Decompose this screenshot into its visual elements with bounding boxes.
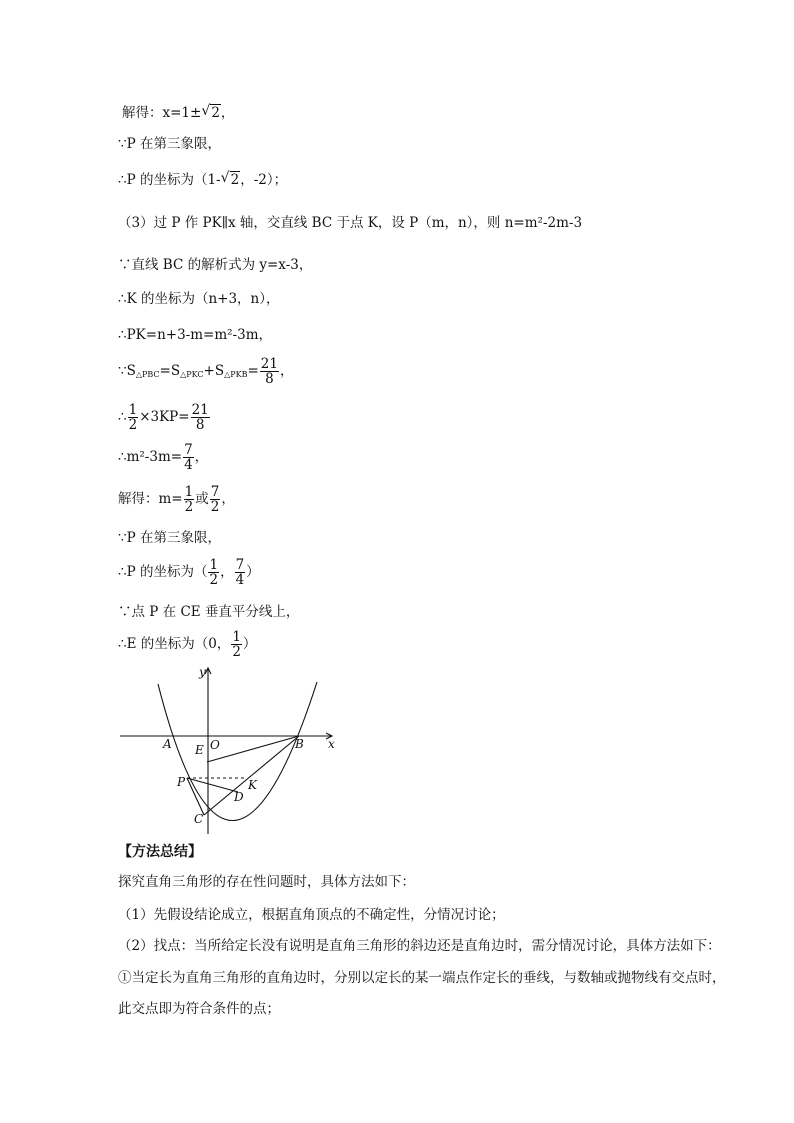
label-d: D — [234, 790, 244, 804]
segment-pd — [187, 778, 238, 792]
label-b: B — [295, 737, 304, 751]
fraction: $\frac{1}{2}$ — [209, 557, 219, 588]
sqrt-symbol: √ 2 — [220, 170, 240, 188]
label-x: x — [328, 737, 335, 751]
m-solution-line: 解得：m= $\frac{1}{2}$ 或 $\frac{7}{2}$ ， — [118, 484, 235, 515]
fraction: $\frac{21}{8}$ — [191, 402, 209, 433]
summary-step-2a-line1: ①当定长为直角三角形的直角边时，分别以定长的某一端点作定长的垂线，与数轴或抛物线有交点时， — [118, 970, 726, 986]
label-k: K — [248, 778, 257, 792]
label-a: A — [163, 737, 172, 751]
k-coordinate-line: ∴K 的坐标为（n+3，n）， — [118, 291, 280, 307]
segment-pc — [187, 778, 204, 815]
summary-step-1: （1）先假设结论成立，根据直角顶点的不确定性，分情况讨论； — [118, 907, 505, 923]
method-summary-heading: 【方法总结】 — [118, 844, 202, 860]
fraction: $\frac{7}{2}$ — [210, 484, 220, 515]
label-y: y — [199, 665, 206, 679]
label-e: E — [195, 743, 204, 757]
part3-intro-line: （3）过 P 作 PK∥x 轴，交直线 BC 于点 K，设 P（m，n），则 n=m²-2m-3 — [118, 215, 583, 231]
segment-eb — [207, 736, 299, 762]
solution-line-x: 解得：x=1± √ 2， — [122, 103, 235, 121]
summary-step-2a-line2: 此交点即为符合条件的点； — [118, 1001, 280, 1017]
point-p-coordinate-line: ∴P 的坐标为（1- √ 2，-2）； — [118, 170, 288, 188]
point-p-final-line: ∴P 的坐标为（ $\frac{1}{2}$ ， $\frac{7}{4}$ ） — [118, 557, 260, 588]
fraction: $\frac{1}{2}$ — [184, 484, 194, 515]
fraction: $\frac{7}{4}$ — [235, 557, 245, 588]
fraction: $\frac{1}{2}$ — [232, 629, 241, 660]
pk-length-line: ∴PK=n+3-m=m²-3m， — [118, 327, 273, 343]
statement-line: ∵P 在第三象限， — [118, 136, 221, 152]
label-p: P — [177, 775, 186, 789]
statement-line: ∵P 在第三象限， — [118, 530, 221, 546]
e-coordinate-line: ∴E 的坐标为（0， $\frac{1}{2}$ ） — [118, 629, 257, 660]
summary-step-2: （2）找点：当所给定长没有说明是直角三角形的斜边还是直角边时，需分情况讨论，具体方法如下： — [118, 938, 721, 954]
label-c: C — [194, 812, 204, 826]
summary-intro: 探究直角三角形的存在性问题时，具体方法如下： — [118, 874, 415, 890]
parabola-figure — [110, 662, 350, 837]
fraction: $\frac{7}{4}$ — [184, 442, 193, 473]
area-sum-line: $\because S_{\triangle PBC}=S_{\triangle PKC}+S_{\triangle PKB}=$ $\frac{21}{8}$ ， — [118, 356, 294, 387]
m-equation-line: ∴m²-3m= $\frac{7}{4}$ ， — [118, 442, 209, 473]
sqrt-symbol: √ 2 — [201, 103, 220, 121]
fraction: $\frac{21}{8}$ — [260, 356, 278, 387]
fraction: $\frac{1}{2}$ — [128, 402, 138, 433]
line-bc-equation: ∵直线 BC 的解析式为 y=x-3， — [118, 257, 313, 273]
bisector-statement-line: ∵点 P 在 CE 垂直平分线上， — [118, 604, 300, 620]
half-kp-line: ∴ $\frac{1}{2}$ ×3KP= $\frac{21}{8}$ — [118, 402, 209, 433]
label-o: O — [210, 738, 220, 752]
